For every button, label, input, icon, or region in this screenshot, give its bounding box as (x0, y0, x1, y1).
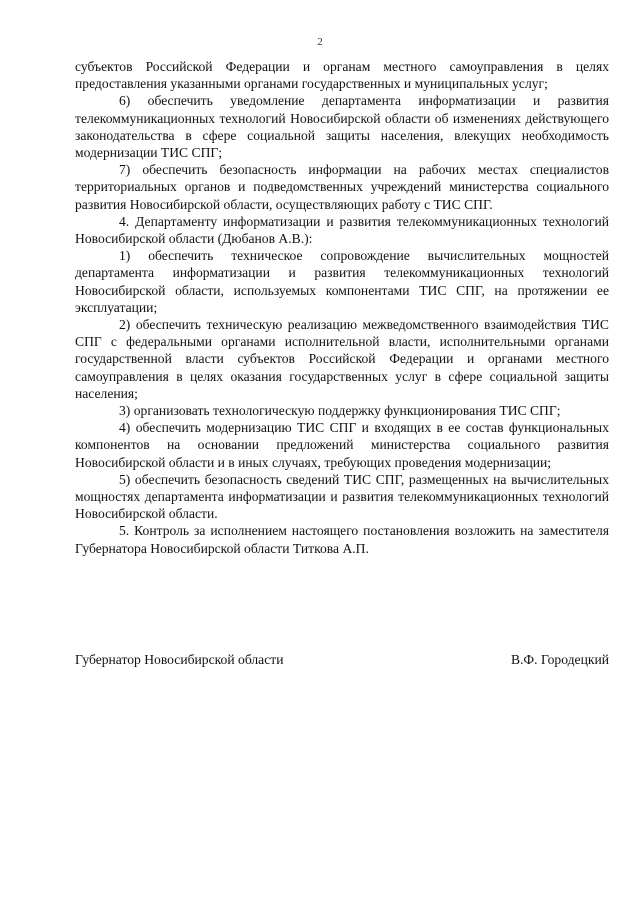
paragraph: 2) обеспечить техническую реализацию межведомственного взаимодействия ТИС СПГ с федеральными органами исполнительной власти, исполнительными органами государственной власти субъектов Российской Федерации и органами местного самоуправления в целях оказания государственных услуг в сфере социальной защиты населения; (75, 317, 609, 401)
paragraph: 6) обеспечить уведомление департамента информатизации и развития телекоммуникационных технологий Новосибирской области об изменениях действующего законодательства в сфере социальной защиты населения, влекущих необходимость модернизации ТИС СПГ; (75, 93, 609, 161)
paragraph: 1) обеспечить техническое сопровождение вычислительных мощностей департамента информатизации и развития телекоммуникационных технологий Новосибирской области, используемых компонентами ТИС СПГ, на протяжении ее эксплуатации; (75, 248, 609, 315)
paragraph: 3) организовать технологическую поддержку функционирования ТИС СПГ; (119, 403, 561, 419)
paragraph: 4) обеспечить модернизацию ТИС СПГ и входящих в ее состав функциональных компонентов на основании предложений министерства социального развития Новосибирской области и в иных случаях, требующих проведения модернизации; (75, 420, 609, 470)
paragraph: 7) обеспечить безопасность информации на рабочих местах специалистов территориальных органов и подведомственных учреждений министерства социального развития Новосибирской области, осуществляющих работу с ТИС СПГ. (75, 162, 609, 212)
paragraph: субъектов Российской Федерации и органам местного самоуправления в целях предоставления указанными органами государственных и муниципальных услуг; (75, 59, 609, 92)
signatory-position: Губернатор Новосибирской области (75, 652, 284, 667)
page-number: 2 (317, 36, 323, 48)
paragraph: 5) обеспечить безопасность сведений ТИС СПГ, размещенных на вычислительных мощностях департамента информатизации и развития телекоммуникационных технологий Новосибирской области. (75, 471, 609, 522)
signature-block (75, 651, 609, 668)
paragraph: 5. Контроль за исполнением настоящего постановления возложить на заместителя Губернатора Новосибирской области Титкова А.П. (75, 523, 609, 556)
paragraph: 4. Департаменту информатизации и развития телекоммуникационных технологий Новосибирской области (Дюбанов А.В.): (75, 213, 609, 247)
signatory-name: В.Ф. Городецкий (510, 652, 609, 667)
document-body (75, 58, 609, 557)
